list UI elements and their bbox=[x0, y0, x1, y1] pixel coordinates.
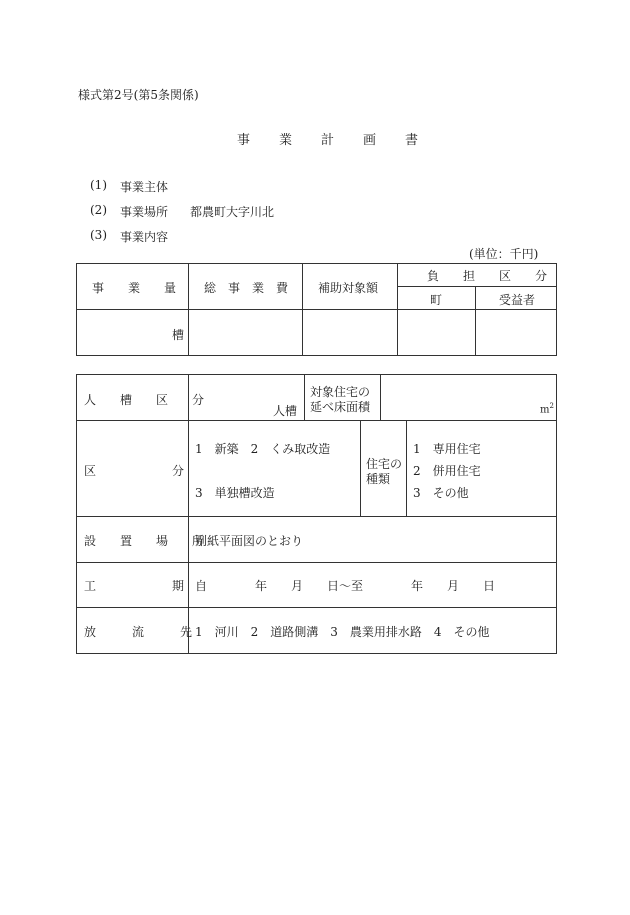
label-house-type-line2: 種類 bbox=[366, 472, 391, 486]
header-quantity: 事 業 量 bbox=[92, 281, 177, 295]
label-period-right: 期 bbox=[172, 579, 185, 593]
label-capacity-class: 人 槽 区 分 bbox=[84, 393, 205, 407]
house-type-1: 1 専用住宅 bbox=[413, 442, 481, 456]
label-install-location: 設 置 場 所 bbox=[84, 534, 205, 548]
item-2-label: 事業場所 bbox=[120, 205, 169, 219]
capacity-unit: 人槽 bbox=[273, 404, 298, 418]
discharge-options: 1 河川 2 道路側溝 3 農業用排水路 4 その他 bbox=[195, 625, 490, 639]
item-2-number: (2) bbox=[90, 203, 107, 217]
unit-note: (単位：千円) bbox=[469, 247, 539, 261]
quantity-unit: 槽 bbox=[172, 328, 185, 342]
category-options-2: 3 単独槽改造 bbox=[195, 486, 275, 500]
header-town: 町 bbox=[430, 293, 443, 307]
page-title: 事 業 計 画 書 bbox=[237, 133, 420, 148]
house-type-3: 3 その他 bbox=[413, 486, 469, 500]
header-total-cost: 総 事 業 費 bbox=[204, 281, 289, 295]
label-category-left: 区 bbox=[84, 464, 97, 478]
label-house-type-line1: 住宅の bbox=[366, 457, 403, 471]
category-options-1: 1 新築 2 くみ取改造 bbox=[195, 442, 331, 456]
header-burden: 負 担 区 分 bbox=[427, 269, 548, 283]
header-subsidy: 補助対象額 bbox=[318, 281, 379, 295]
item-1-number: (1) bbox=[90, 178, 107, 192]
area-unit: $m^2$ bbox=[540, 402, 554, 416]
label-period-left: 工 bbox=[84, 579, 97, 593]
label-floor-area-line2: 延べ床面積 bbox=[310, 400, 371, 414]
period-value: 自 年 月 日～至 年 月 日 bbox=[195, 579, 496, 593]
item-2-value: 都農町大字川北 bbox=[190, 205, 275, 219]
install-location-value: 別紙平面図のとおり bbox=[195, 534, 304, 548]
item-1-label: 事業主体 bbox=[120, 180, 169, 194]
label-discharge-destination: 放 流 先 bbox=[84, 625, 193, 639]
item-3-number: (3) bbox=[90, 228, 107, 242]
header-beneficiary: 受益者 bbox=[499, 293, 536, 307]
label-category-right: 分 bbox=[172, 464, 185, 478]
house-type-2: 2 併用住宅 bbox=[413, 464, 481, 478]
item-3-label: 事業内容 bbox=[120, 230, 169, 244]
form-number: 様式第2号(第5条関係) bbox=[78, 88, 199, 102]
label-floor-area-line1: 対象住宅の bbox=[310, 385, 371, 399]
